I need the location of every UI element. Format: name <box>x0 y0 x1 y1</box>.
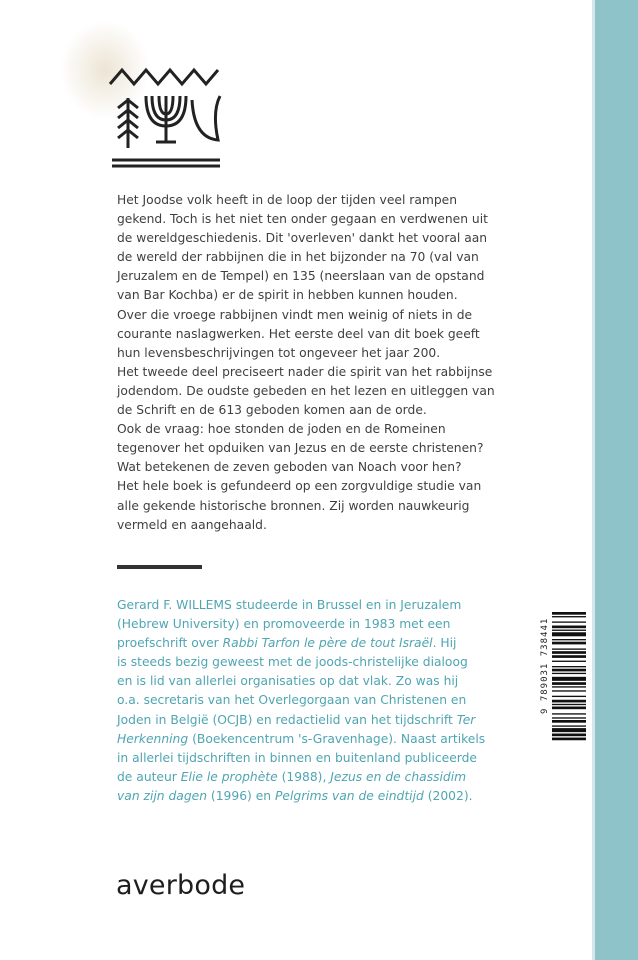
bio-line: is steeds bezig geweest met de joods-christelijke dialoog <box>117 655 468 670</box>
isbn-digits: 9 789031 738441 <box>540 617 550 714</box>
bio-line: o.a. secretaris van het Overlegorgaan van Christenen en <box>117 693 467 708</box>
book-spine <box>595 0 638 960</box>
bio-line: Herkenning (Boekencentrum 's-Gravenhage). Naast artikels <box>117 731 486 746</box>
book-title: Jezus en de chassidim <box>330 769 467 784</box>
description-line: Wat betekenen de zeven geboden van Noach voor hen? <box>117 460 462 475</box>
bio-line: van zijn dagen (1996) en Pelgrims van de eindtijd (2002). <box>117 788 473 803</box>
description-line: de wereldgeschiedenis. Dit 'overleven' dankt het vooral aan <box>117 231 488 246</box>
publisher-logo: averbode <box>116 870 246 901</box>
barcode-bars-icon <box>552 612 586 814</box>
description-line: tegenover het opduiken van Jezus en de eerste christenen? <box>117 441 484 456</box>
bio-line: in allerlei tijdschriften in binnen en buitenland publiceerde <box>117 750 477 765</box>
book-title: Rabbi Tarfon le père de tout Israël <box>222 636 433 651</box>
description-line: gekend. Toch is het niet ten onder gegaan en verdwenen uit <box>117 212 488 227</box>
book-title: Pelgrims van de eindtijd <box>275 788 424 803</box>
author-bio <box>117 596 587 806</box>
book-title: Elie le prophète <box>180 769 278 784</box>
section-divider <box>117 565 202 569</box>
book-description <box>117 191 587 535</box>
menorah-logo-icon <box>108 60 224 172</box>
bio-line: de auteur Elie le prophète (1988), Jezus en de chassidim <box>117 769 467 784</box>
bio-line: Joden in België (OCJB) en redactielid van het tijdschrift Ter <box>117 712 476 727</box>
description-line: Het hele boek is gefundeerd op een zorgvuldige studie van <box>117 479 482 494</box>
journal-title: Herkenning <box>117 731 189 746</box>
book-title: van zijn dagen <box>117 788 208 803</box>
description-line: hun levensbeschrijvingen tot ongeveer het jaar 200. <box>117 345 441 360</box>
description-line: Jeruzalem en de Tempel) en 135 (neerslaan van de opstand <box>117 269 485 284</box>
bio-line: (Hebrew University) en promoveerde in 1983 met een <box>117 617 451 632</box>
description-line: Over die vroege rabbijnen vindt men weinig of niets in de <box>117 307 473 322</box>
description-line: de wereld der rabbijnen die in het bijzonder na 70 (val van <box>117 250 479 265</box>
description-line: vermeld en aangehaald. <box>117 517 267 532</box>
description-line: Het tweede deel preciseert nader die spirit van het rabbijnse <box>117 364 493 379</box>
journal-title: Ter <box>456 712 476 727</box>
bio-line: en is lid van allerlei organisaties op dat vlak. Zo was hij <box>117 674 459 689</box>
mountain-zigzag-icon <box>110 70 218 84</box>
description-line: jodendom. De oudste gebeden en het lezen en uitleggen van <box>117 383 495 398</box>
bio-line: proefschrift over Rabbi Tarfon le père de tout Israël. Hij <box>117 636 457 651</box>
description-line: de Schrift en de 613 geboden komen aan de orde. <box>117 403 427 418</box>
description-line: alle gekende historische bronnen. Zij worden nauwkeurig <box>117 498 470 513</box>
description-line: Het Joodse volk heeft in de loop der tijden veel rampen <box>117 193 458 207</box>
description-line: Ook de vraag: hoe stonden de joden en de Romeinen <box>117 422 446 437</box>
bio-line: Gerard F. WILLEMS studeerde in Brussel en in Jeruzalem <box>117 598 462 612</box>
isbn-barcode <box>538 606 590 820</box>
description-line: courante naslagwerken. Het eerste deel van dit boek geeft <box>117 326 480 341</box>
description-line: van Bar Kochba) er de spirit in hebben kunnen houden. <box>117 288 458 303</box>
